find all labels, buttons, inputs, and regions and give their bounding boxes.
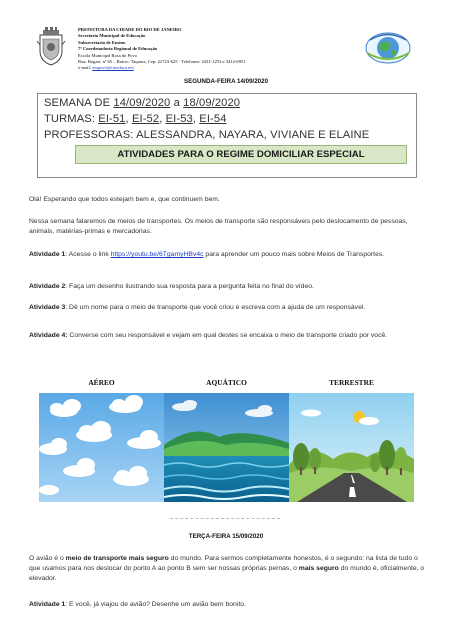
- youtube-video-link[interactable]: https://youtu.be/6TgamyHBv4c: [110, 251, 204, 258]
- section-divider: [170, 518, 280, 519]
- turma-item: EI-53: [165, 113, 193, 125]
- airplane-text: O avião é o: [29, 555, 66, 562]
- week-mid: a: [170, 97, 184, 109]
- tuesday-activity-1-text: : E você, já viajou de avião? Desenhe um avião bem bonito.: [65, 601, 246, 608]
- airplane-text-end: do mundo é, oficialmente, o elevador.: [29, 565, 425, 582]
- activities-banner: [75, 145, 407, 164]
- header-email-link[interactable]: empovo@rioeduca.net: [92, 65, 134, 71]
- header-subsecretaria: Subsecretaria de Ensino: [78, 39, 126, 45]
- activity-3-text: : Dê um nome para o meio de transporte que você criou e escreva com a ajuda de um responsável.: [65, 304, 366, 311]
- activity-4-label: Atividade 4:: [29, 332, 68, 339]
- week-start-date: 14/09/2020: [113, 97, 171, 109]
- activity-1-text-end: para aprender um pouco mais sobre Meios de Transportes.: [203, 251, 385, 258]
- week-range-line: [44, 97, 240, 109]
- activity-4-paragraph: [29, 331, 425, 341]
- activities-banner-title: ATIVIDADES PARA O REGIME DOMICILIAR ESPECIAL: [117, 149, 365, 160]
- activity-1-text: : Acesse o link: [65, 251, 111, 258]
- header-email-line: [78, 65, 328, 71]
- intro-paragraph: [29, 217, 425, 237]
- airplane-text-mid: do mundo. Para sermos completamente honestos, é o segundo: na lista de tudo o que usamos para nos deslocar do ponto A ao ponto B sem ser nossas próprias pernas, o: [29, 555, 418, 572]
- activity-1-label: Atividade 1: [29, 251, 66, 258]
- turma-item: EI-54: [199, 113, 227, 125]
- school-header-text: [78, 27, 328, 72]
- activity-3-paragraph: [29, 303, 425, 313]
- header-coordenadoria: 7ª Coordenadoria Regional de Educação: [78, 46, 158, 52]
- turma-item: EI-51: [98, 113, 126, 125]
- activity-2-paragraph: [29, 282, 425, 292]
- category-label-land: TERRESTRE: [329, 378, 374, 387]
- category-label-water: AQUÁTICO: [206, 378, 247, 387]
- land-road-illustration: [289, 393, 414, 502]
- date-heading-monday: SEGUNDA-FEIRA 14/09/2020: [183, 78, 269, 85]
- header-prefeitura: PREFEITURA DA CIDADE DO RIO DE JANEIRO: [78, 27, 182, 32]
- activity-2-label: Atividade 2: [29, 283, 66, 290]
- week-info-box: [37, 93, 417, 178]
- tuesday-activity-1-paragraph: [29, 600, 425, 610]
- turma-sep: ,: [192, 113, 200, 125]
- turmas-line: [44, 113, 227, 125]
- header-endereco: Rua: Bogari, nº 65 – Bairro: Taquara, Cep: 22723-625 · Telefones: 2431-1253 e 3412-6951: [78, 59, 246, 65]
- header-escola: Escola Municipal Rosa do Povo: [78, 52, 137, 58]
- header-email-label: e-mail:: [78, 65, 92, 71]
- turma-item: EI-52: [131, 113, 160, 125]
- tuesday-activity-1-label: Atividade 1: [29, 601, 66, 608]
- date-heading-tuesday: TERÇA-FEIRA 15/09/2020: [188, 533, 264, 540]
- activity-4-text: Converse com seu responsável e vejam em qual destes se encaixa o meio de transporte criado por você.: [67, 332, 388, 339]
- turmas-label: TURMAS:: [44, 113, 99, 125]
- school-globe-logo-icon: [364, 31, 412, 65]
- activity-3-label: Atividade 3: [29, 304, 66, 311]
- airplane-paragraph: [29, 554, 425, 584]
- activity-1-paragraph: [29, 250, 425, 260]
- activity-2-text: : Faça um desenho ilustrando sua resposta para a pergunta feita no final do vídeo.: [65, 283, 314, 290]
- greeting-paragraph: Olá! Esperando que todos estejam bem e, que continuem bem.: [29, 196, 220, 203]
- week-label: SEMANA DE: [44, 97, 114, 109]
- intro-text-end: responsáveis pelo deslocamento de pessoas, animais, matérias-primas e mercadorias.: [29, 218, 408, 235]
- airplane-emphasis-2: mais seguro: [298, 565, 339, 572]
- turma-sep: ,: [159, 113, 166, 125]
- intro-emphasis: meios de transporte são: [195, 218, 269, 225]
- week-end-date: 18/09/2020: [183, 97, 241, 109]
- professoras-line: PROFESSORAS: ALESSANDRA, NAYARA, VIVIANE E ELAINE: [44, 129, 370, 141]
- city-coat-of-arms-icon: [36, 27, 66, 67]
- intro-text: Nessa semana falaremos de meios de transportes. Os: [29, 218, 196, 225]
- header-secretaria: Secretaria Municipal de Educação: [78, 33, 146, 39]
- water-sea-illustration: [164, 393, 289, 502]
- air-sky-illustration: [39, 393, 164, 502]
- airplane-emphasis: meio de transporte mais seguro: [65, 555, 169, 562]
- category-label-air: AÉREO: [88, 378, 115, 387]
- turma-sep: ,: [125, 113, 132, 125]
